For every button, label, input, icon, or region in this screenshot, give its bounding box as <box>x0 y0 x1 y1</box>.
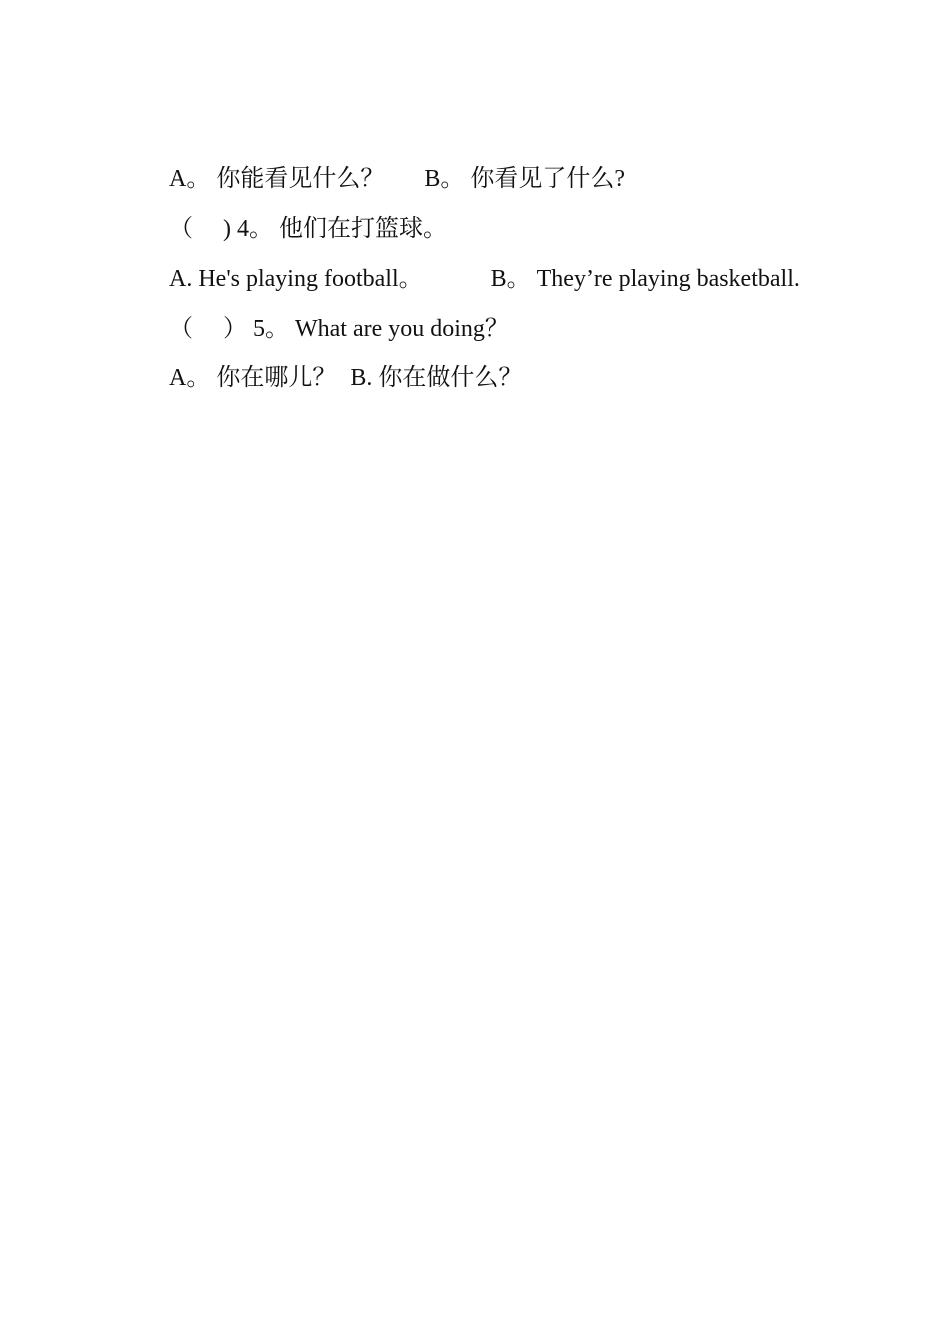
option-a: A。 你在哪儿？ <box>169 365 337 391</box>
option-a: A. He's playing football。 <box>169 266 423 292</box>
option-a: A。 你能看见什么？ <box>169 166 385 192</box>
option-b: B。 你看见了什么? <box>424 166 626 192</box>
answer-bracket: （ <box>169 316 193 342</box>
option-b: B. 你在做什么？ <box>350 365 523 391</box>
option-b: B。 They’re playing basketball. <box>490 266 800 292</box>
answer-bracket: （ <box>169 216 193 242</box>
question-text: ） 5。 What are you doing？ <box>223 316 509 342</box>
answer-options-5 <box>145 333 522 423</box>
question-text: ) 4。 他们在打篮球。 <box>223 216 447 242</box>
